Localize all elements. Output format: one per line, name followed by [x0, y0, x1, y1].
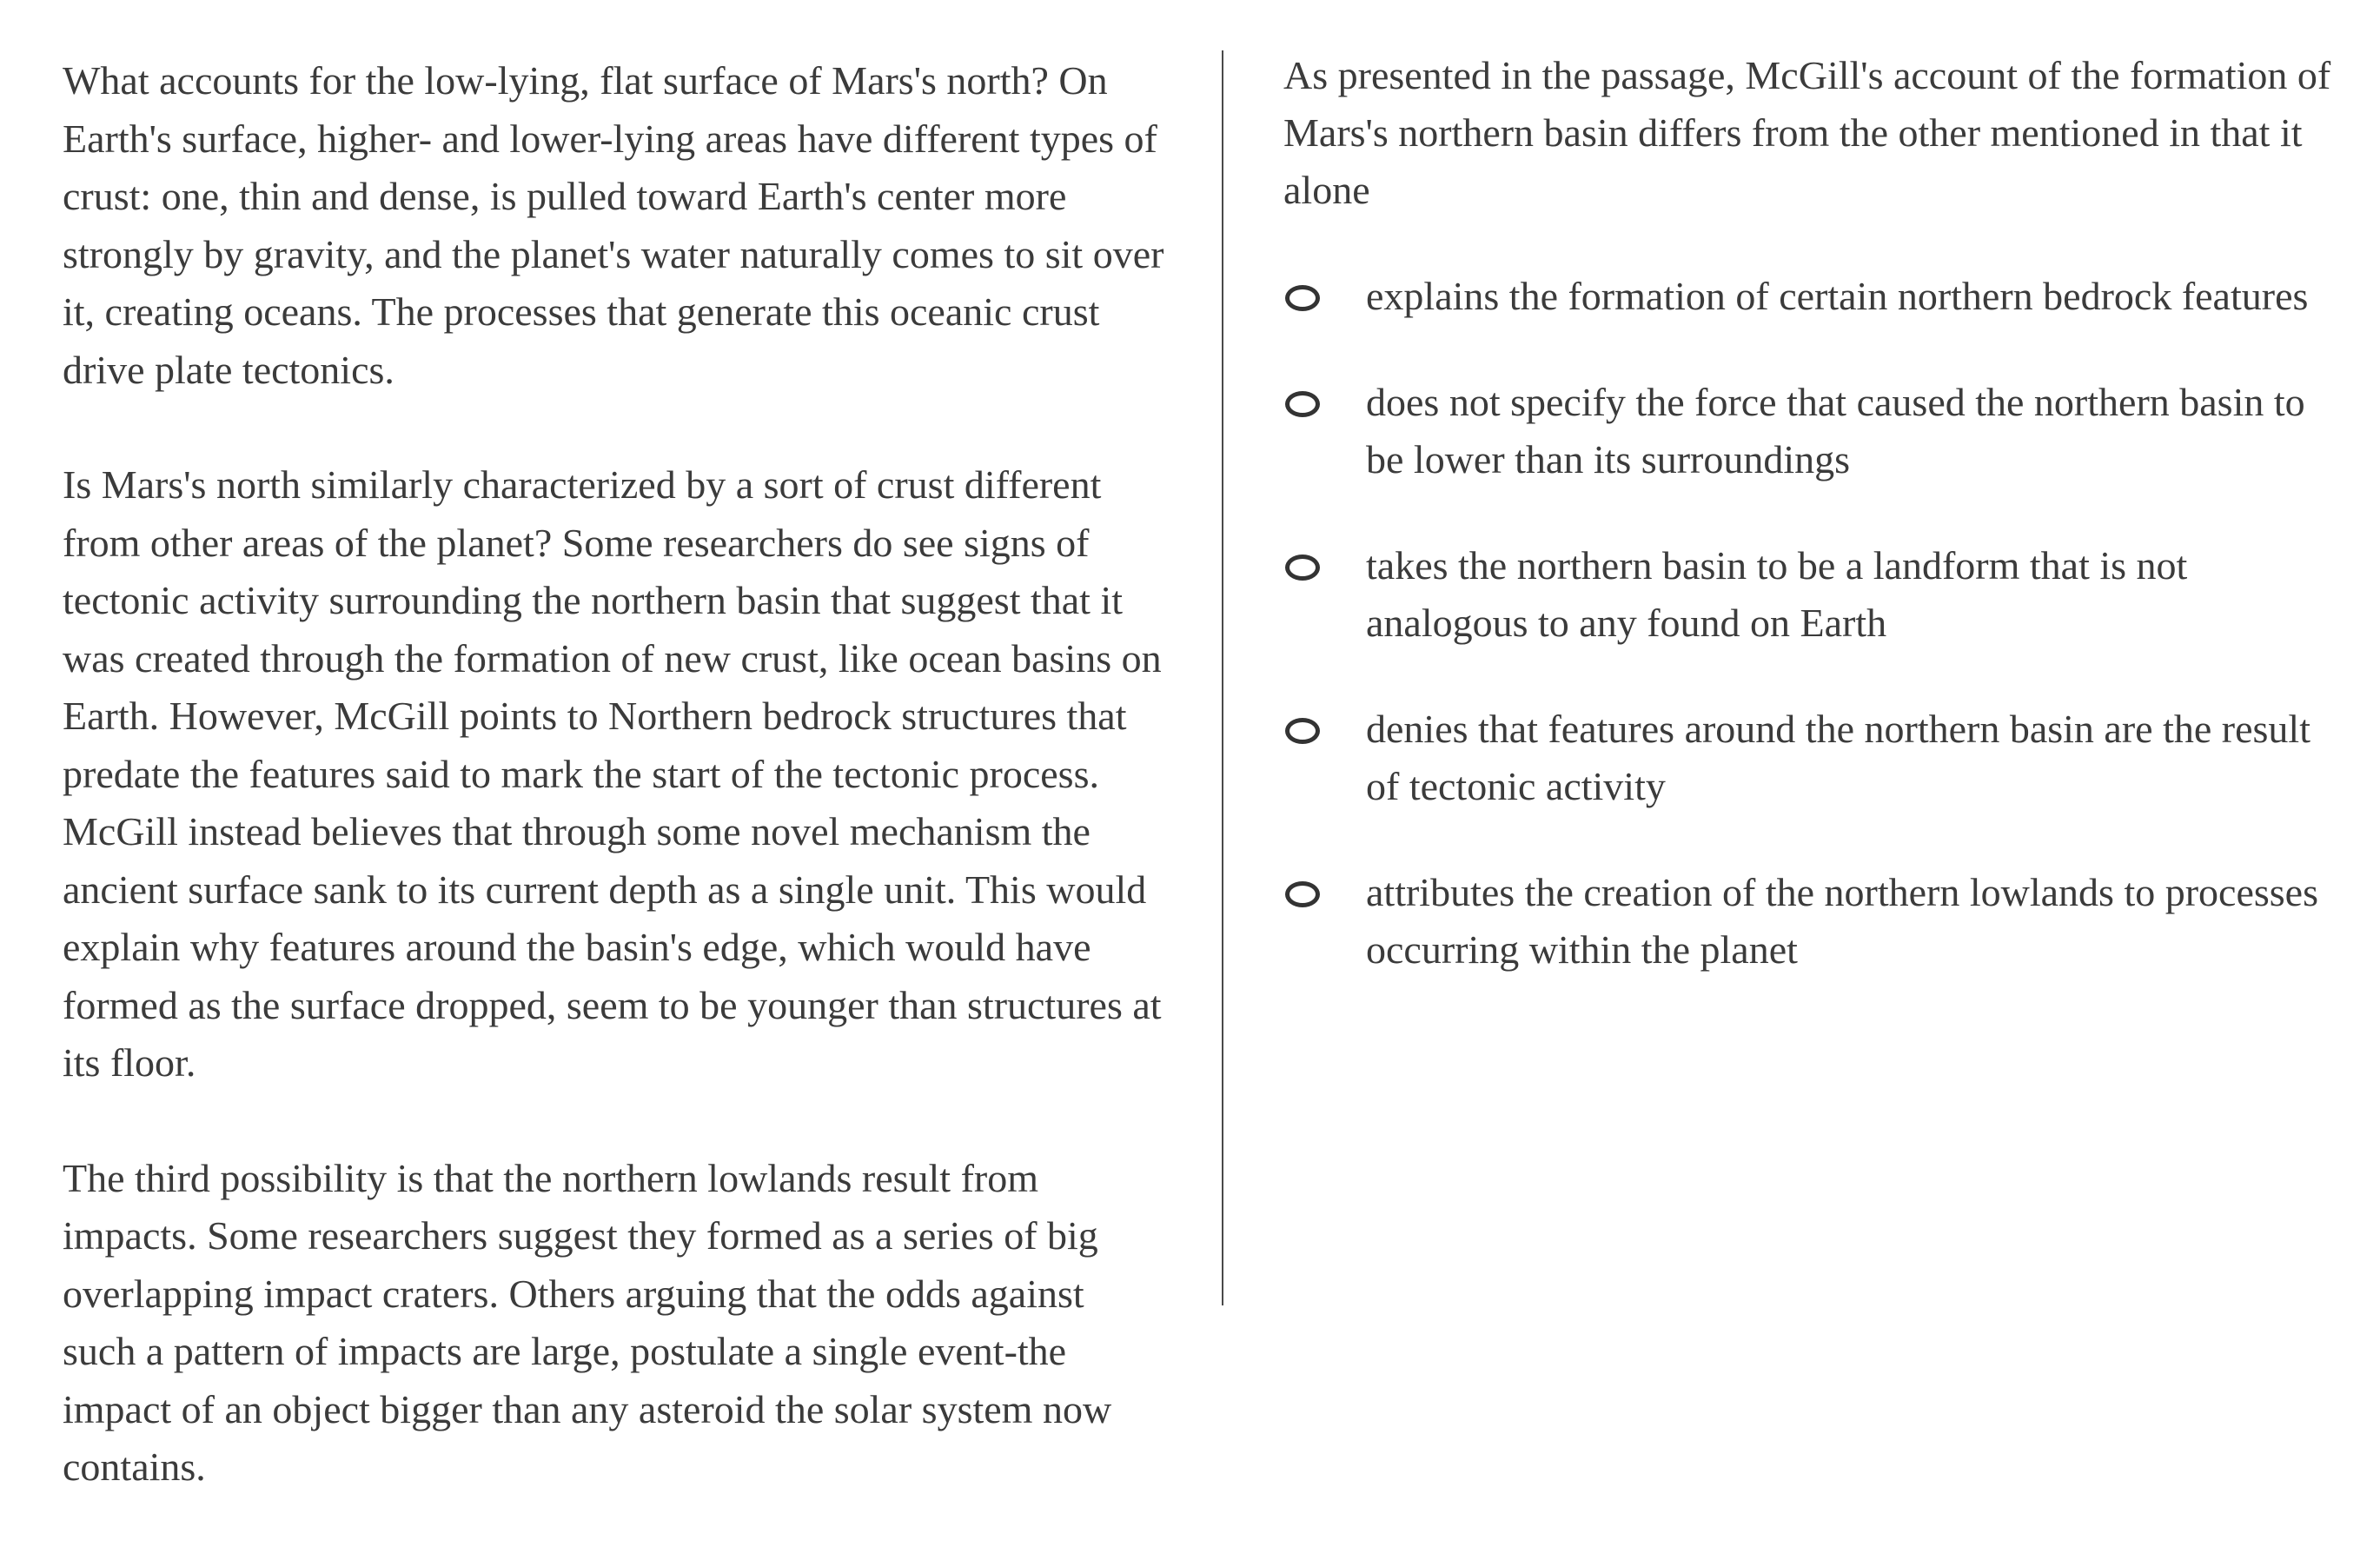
answer-choice-c[interactable]	[1283, 537, 2352, 652]
answer-choice-text: denies that features around the northern basin are the result of tectonic activity	[1366, 707, 2310, 808]
answer-choice-text: takes the northern basin to be a landform that is not analogous to any found on Earth	[1366, 543, 2188, 645]
reading-passage	[63, 52, 1166, 1554]
passage-paragraph-1: What accounts for the low-lying, flat surface of Mars's north? On Earth's surface, higher- and lower-lying areas have different types of crust: one, thin and dense, is pulled toward Earth's center more strongly by gravity, and the planet's water naturally comes to sit over it, creating oceans. The processes that generate this oceanic crust drive plate tectonics.	[63, 58, 1164, 392]
radio-unselected-icon[interactable]	[1285, 285, 1320, 311]
pane-divider	[1222, 50, 1223, 1305]
radio-unselected-icon[interactable]	[1285, 881, 1320, 907]
answer-choices	[1283, 268, 2352, 979]
answer-choice-text: does not specify the force that caused the northern basin to be lower than its surroundings	[1366, 380, 2305, 481]
answer-choice-b[interactable]	[1283, 374, 2352, 488]
answer-choice-d[interactable]	[1283, 701, 2352, 815]
answer-choice-a[interactable]	[1283, 268, 2352, 325]
radio-unselected-icon[interactable]	[1285, 391, 1320, 417]
passage-paragraph-2: Is Mars's north similarly characterized by a sort of crust different from other areas of the planet? Some researchers do see signs of tectonic activity surrounding the northern basin that suggest that it was created through the formation of new crust, like ocean basins on Earth. However, McGill points to Northern bedrock structures that predate the features said to mark the start of the tectonic process. McGill instead believes that through some novel mechanism the ancient surface sank to its current depth as a single unit. This would explain why features around the basin's edge, which would have formed as the surface dropped, seem to be younger than structures at its floor.	[63, 462, 1162, 1085]
answer-choice-e[interactable]	[1283, 864, 2352, 979]
radio-unselected-icon[interactable]	[1285, 555, 1320, 581]
question-stem: As presented in the passage, McGill's account of the formation of Mars's northern basin differs from the other mentioned in that it alone	[1283, 53, 2331, 212]
question-pane	[1283, 47, 2352, 1027]
passage-paragraph-3: The third possibility is that the northern lowlands result from impacts. Some researchers suggest they formed as a series of big overlapping impact craters. Others arguing that the odds against such a pattern of impacts are large, postulate a single event-the impact of an object bigger than any asteroid the solar system now contains.	[63, 1155, 1112, 1489]
answer-choice-text: explains the formation of certain northern bedrock features	[1366, 274, 2309, 318]
radio-unselected-icon[interactable]	[1285, 718, 1320, 744]
answer-choice-text: attributes the creation of the northern lowlands to processes occurring within the planet	[1366, 870, 2319, 972]
